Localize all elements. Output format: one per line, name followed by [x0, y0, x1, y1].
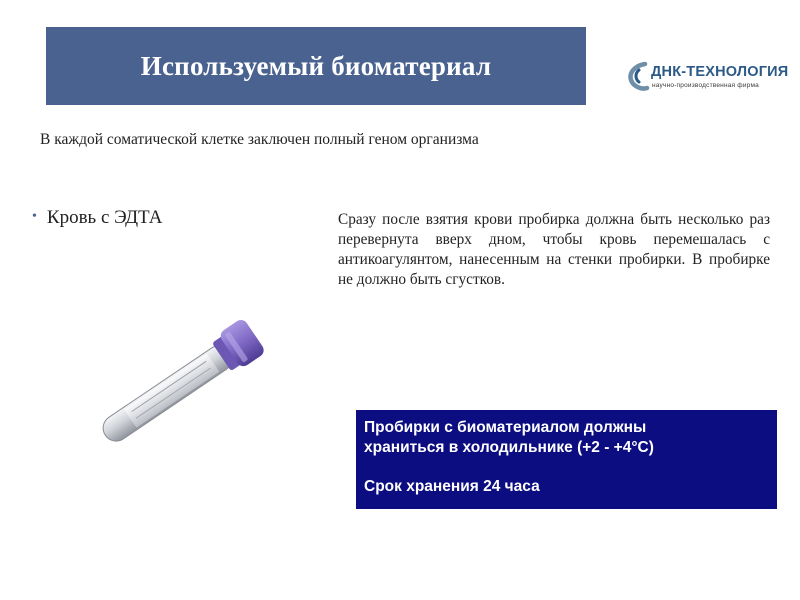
- logo-tagline: научно-производственная фирма: [652, 82, 759, 89]
- bullet-item: [32, 207, 162, 229]
- subtitle: В каждой соматической клетке заключен полный геном организма: [40, 131, 479, 148]
- notice-spacer: [364, 458, 769, 477]
- edta-tube-image: [80, 300, 280, 470]
- notice-line-3: Срок хранения 24 часа: [364, 478, 540, 495]
- bullet-marker: •: [32, 209, 37, 224]
- bullet-text: Кровь с ЭДТА: [46, 207, 163, 228]
- dna-logo-icon: [625, 60, 651, 94]
- title-banner: [46, 27, 586, 105]
- logo-name: ДНК-ТЕХНОЛОГИЯ: [651, 64, 789, 80]
- instruction-paragraph: Сразу после взятия крови пробирка должна быть несколько раз перевернута вверх дном, чтобы кровь перемешалась с антикоагулянтом, нанесенным на стенки пробирки. В пробирке не должно быть сгустков.: [338, 211, 770, 288]
- page-title: Используемый биоматериал: [140, 50, 492, 81]
- notice-line-2: храниться в холодильнике (+2 - +4°С): [364, 439, 654, 456]
- notice-line-1: Пробирки с биоматериалом должны: [364, 419, 647, 436]
- storage-notice: [356, 410, 777, 509]
- company-logo: [625, 58, 789, 98]
